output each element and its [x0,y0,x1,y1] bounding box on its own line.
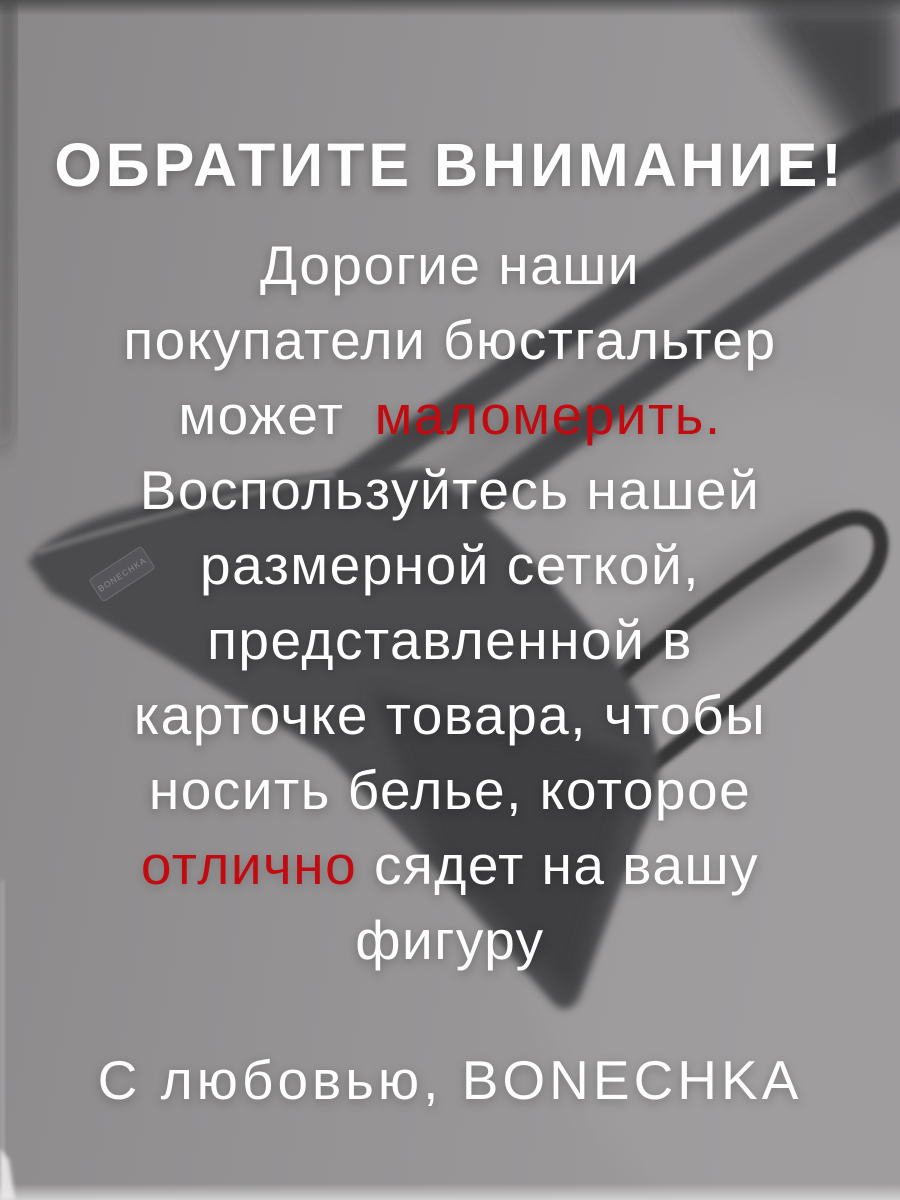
body-line-text: фигуру [355,909,545,971]
body-line-text: покупатели бюстгальтер [123,309,777,371]
body-line [0,453,900,528]
body-line [0,753,900,828]
body-line-text: может [178,384,345,446]
notice-body [0,228,900,978]
body-line [0,603,900,678]
brand-tag-label: BONECHKA [96,555,149,594]
body-line-text: носить белье, которое [148,759,752,821]
body-line [0,303,900,378]
body-line-text: Воспользуйтесь нашей [139,459,761,521]
body-line-text: карточке товара, чтобы [133,684,767,746]
body-line-text: размерной сеткой, [200,534,700,596]
body-line [0,678,900,753]
body-line [0,228,900,303]
highlighted-word: отлично [140,834,358,896]
body-line-text: сядет на вашу [357,834,760,896]
body-line [0,378,900,453]
body-line [0,828,900,903]
highlighted-word: маломерить. [374,384,722,446]
body-line [0,903,900,978]
brand-signature: С любовью, BONECHKA [97,1049,803,1111]
body-line [0,528,900,603]
notice-heading: ОБРАТИТЕ ВНИМАНИЕ! [54,131,846,199]
body-line-text: представленной в [207,609,693,671]
body-line-text: Дорогие наши [259,234,641,296]
